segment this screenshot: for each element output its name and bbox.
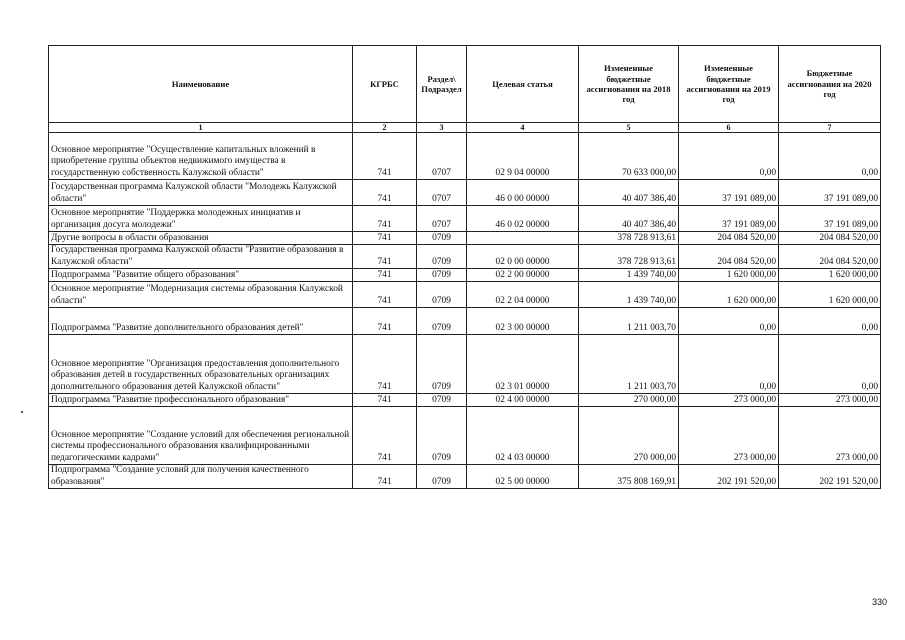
row-2019: 37 191 089,00 — [679, 206, 779, 232]
header-kgrbs: КГРБС — [353, 46, 417, 123]
table-row — [49, 394, 881, 407]
row-kgrbs: 741 — [353, 133, 417, 180]
row-section: 0709 — [417, 282, 467, 308]
row-section: 0709 — [417, 269, 467, 282]
row-2019: 204 084 520,00 — [679, 245, 779, 269]
row-section: 0709 — [417, 335, 467, 394]
row-2018: 270 000,00 — [579, 394, 679, 407]
row-2020: 273 000,00 — [779, 407, 881, 465]
row-kgrbs: 741 — [353, 465, 417, 489]
row-2020: 204 084 520,00 — [779, 245, 881, 269]
row-name: Основное мероприятие "Поддержка молодежных инициатив и организация досуга молодежи" — [49, 206, 353, 232]
row-2018: 1 211 003,70 — [579, 308, 679, 335]
row-target: 46 0 00 00000 — [467, 180, 579, 206]
row-2018: 40 407 386,40 — [579, 206, 679, 232]
row-2018: 40 407 386,40 — [579, 180, 679, 206]
row-name: Основное мероприятие "Модернизация системы образования Калужской области" — [49, 282, 353, 308]
row-2019: 0,00 — [679, 335, 779, 394]
row-2019: 202 191 520,00 — [679, 465, 779, 489]
table-row — [49, 407, 881, 465]
column-number: 3 — [417, 123, 467, 133]
row-2018: 70 633 000,00 — [579, 133, 679, 180]
row-name: Основное мероприятие "Осуществление капитальных вложений в приобретение группы объектов недвижимого имущества в государственную собственность Калужской области" — [49, 133, 353, 180]
row-2019: 37 191 089,00 — [679, 180, 779, 206]
row-2020: 202 191 520,00 — [779, 465, 881, 489]
row-section: 0709 — [417, 407, 467, 465]
row-2019: 273 000,00 — [679, 394, 779, 407]
row-section: 0707 — [417, 206, 467, 232]
table-row — [49, 465, 881, 489]
header-2019: Измененные бюджетные ассигнования на 2019 год — [679, 46, 779, 123]
column-number: 1 — [49, 123, 353, 133]
row-section: 0709 — [417, 308, 467, 335]
row-target: 02 4 00 00000 — [467, 394, 579, 407]
column-number: 4 — [467, 123, 579, 133]
column-number: 2 — [353, 123, 417, 133]
row-target — [467, 232, 579, 245]
row-kgrbs: 741 — [353, 282, 417, 308]
row-target: 02 5 00 00000 — [467, 465, 579, 489]
row-target: 02 2 04 00000 — [467, 282, 579, 308]
row-2020: 1 620 000,00 — [779, 269, 881, 282]
table-row — [49, 282, 881, 308]
table-row — [49, 308, 881, 335]
row-kgrbs: 741 — [353, 394, 417, 407]
row-name: Основное мероприятие "Создание условий для обеспечения региональной системы профессионального образования квалифицированными педагогическими кадрами" — [49, 407, 353, 465]
column-number: 7 — [779, 123, 881, 133]
header-section: Раздел\ Подраздел — [417, 46, 467, 123]
row-name: Другие вопросы в области образования — [49, 232, 353, 245]
row-section: 0709 — [417, 245, 467, 269]
row-2020: 37 191 089,00 — [779, 206, 881, 232]
table-row — [49, 133, 881, 180]
table-row — [49, 269, 881, 282]
row-target: 02 2 00 00000 — [467, 269, 579, 282]
row-name: Государственная программа Калужской области "Молодежь Калужской области" — [49, 180, 353, 206]
row-2020: 37 191 089,00 — [779, 180, 881, 206]
row-section: 0707 — [417, 133, 467, 180]
row-section: 0709 — [417, 465, 467, 489]
column-number: 5 — [579, 123, 679, 133]
row-2019: 1 620 000,00 — [679, 269, 779, 282]
row-2018: 270 000,00 — [579, 407, 679, 465]
row-2020: 1 620 000,00 — [779, 282, 881, 308]
row-2020: 0,00 — [779, 133, 881, 180]
row-2018: 378 728 913,61 — [579, 245, 679, 269]
row-2019: 1 620 000,00 — [679, 282, 779, 308]
row-kgrbs: 741 — [353, 335, 417, 394]
row-target: 02 3 01 00000 — [467, 335, 579, 394]
row-target: 02 3 00 00000 — [467, 308, 579, 335]
row-2018: 378 728 913,61 — [579, 232, 679, 245]
header-row — [49, 46, 881, 123]
row-section: 0709 — [417, 394, 467, 407]
row-name: Подпрограмма "Создание условий для получения качественного образования" — [49, 465, 353, 489]
row-2019: 0,00 — [679, 308, 779, 335]
header-2020: Бюджетные ассигнования на 2020 год — [779, 46, 881, 123]
row-2018: 1 211 003,70 — [579, 335, 679, 394]
table-row — [49, 335, 881, 394]
row-2020: 0,00 — [779, 308, 881, 335]
row-kgrbs: 741 — [353, 308, 417, 335]
table-row — [49, 232, 881, 245]
scan-speck — [21, 411, 23, 413]
page-number: 330 — [871, 597, 887, 607]
budget-table — [48, 45, 881, 489]
table-row — [49, 206, 881, 232]
header-name: Наименование — [49, 46, 353, 123]
row-kgrbs: 741 — [353, 206, 417, 232]
row-2018: 375 808 169,91 — [579, 465, 679, 489]
row-2020: 273 000,00 — [779, 394, 881, 407]
row-name: Государственная программа Калужской области "Развитие образования в Калужской области" — [49, 245, 353, 269]
row-2018: 1 439 740,00 — [579, 269, 679, 282]
row-target: 46 0 02 00000 — [467, 206, 579, 232]
row-kgrbs: 741 — [353, 269, 417, 282]
table-row — [49, 245, 881, 269]
row-kgrbs: 741 — [353, 180, 417, 206]
header-target: Целевая статья — [467, 46, 579, 123]
row-name: Основное мероприятие "Организация предоставления дополнительного образования детей в государственных образовательных организациях дополнительного образования детей Калужской области" — [49, 335, 353, 394]
row-2018: 1 439 740,00 — [579, 282, 679, 308]
row-name: Подпрограмма "Развитие дополнительного образования детей" — [49, 308, 353, 335]
row-section: 0709 — [417, 232, 467, 245]
row-target: 02 0 00 00000 — [467, 245, 579, 269]
row-kgrbs: 741 — [353, 232, 417, 245]
row-target: 02 4 03 00000 — [467, 407, 579, 465]
row-2020: 204 084 520,00 — [779, 232, 881, 245]
row-2019: 273 000,00 — [679, 407, 779, 465]
row-name: Подпрограмма "Развитие общего образования" — [49, 269, 353, 282]
column-number-row — [49, 123, 881, 133]
row-2019: 0,00 — [679, 133, 779, 180]
table-row — [49, 180, 881, 206]
column-number: 6 — [679, 123, 779, 133]
row-2020: 0,00 — [779, 335, 881, 394]
header-2018: Измененные бюджетные ассигнования на 2018 год — [579, 46, 679, 123]
row-kgrbs: 741 — [353, 407, 417, 465]
row-2019: 204 084 520,00 — [679, 232, 779, 245]
row-name: Подпрограмма "Развитие профессионального образования" — [49, 394, 353, 407]
row-kgrbs: 741 — [353, 245, 417, 269]
row-section: 0707 — [417, 180, 467, 206]
row-target: 02 9 04 00000 — [467, 133, 579, 180]
